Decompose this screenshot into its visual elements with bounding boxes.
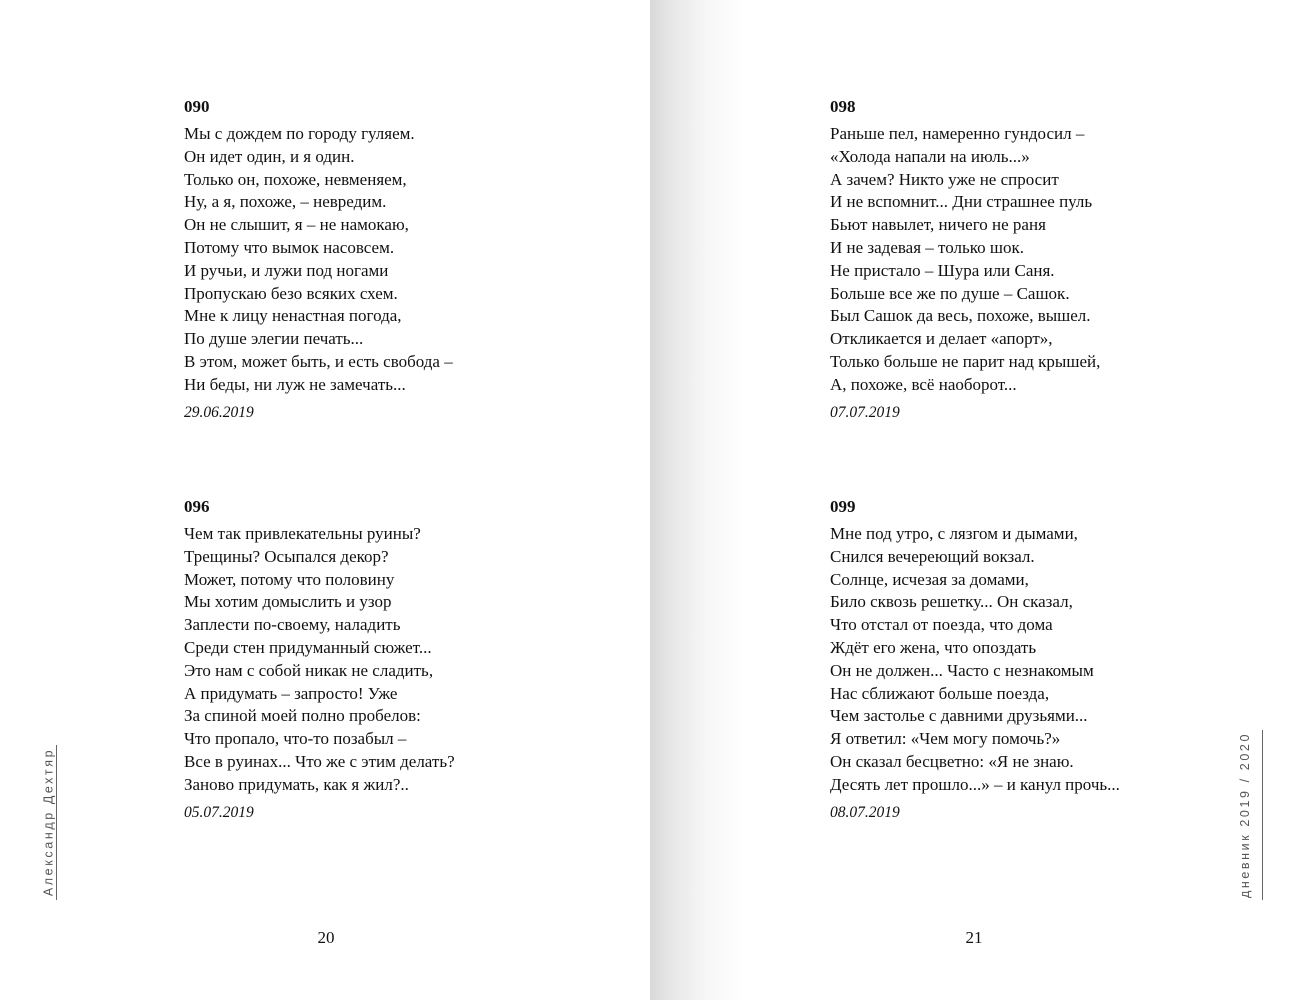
poem-098 xyxy=(830,97,1100,423)
poem-line: Трещины? Осыпался декор? xyxy=(184,546,389,566)
poem-line: Било сквозь решетку... Он сказал, xyxy=(830,592,1073,612)
poem-line: Был Сашок да весь, похоже, вышел. xyxy=(830,306,1091,326)
poem-line: Мы хотим домыслить и узор xyxy=(184,592,392,612)
poem-text xyxy=(830,523,1120,797)
poem-line: Солнце, исчезая за домами, xyxy=(830,569,1029,589)
poem-line: Больше все же по душе – Сашок. xyxy=(830,283,1070,303)
poem-line: Потому что вымок насовсем. xyxy=(184,237,395,257)
poem-line: Только больше не парит над крышей, xyxy=(830,351,1101,371)
poem-number: 098 xyxy=(830,97,856,116)
poem-line: И не задевая – только шок. xyxy=(830,237,1025,257)
poem-date: 29.06.2019 xyxy=(184,403,254,421)
poem-date: 08.07.2019 xyxy=(830,803,900,821)
poem-date: 05.07.2019 xyxy=(184,803,254,821)
poem-number: 096 xyxy=(184,497,210,516)
page-number: 21 xyxy=(965,928,983,947)
poem-line: И не вспомнит... Дни страшнее пуль xyxy=(830,192,1093,212)
poem-line: Только он, похоже, невменяем, xyxy=(184,169,407,189)
poem-line: Снился вечереющий вокзал. xyxy=(830,546,1035,566)
poem-line: Мне к лицу ненастная погода, xyxy=(184,306,402,326)
poem-line: Десять лет прошло...» – и канул прочь... xyxy=(830,774,1120,794)
author-name: Александр Дехтяр xyxy=(41,747,56,897)
poem-line: Ждёт его жена, что опоздать xyxy=(830,637,1037,657)
poem-text xyxy=(184,123,453,397)
poem-line: Он не должен... Часто с незнакомым xyxy=(830,660,1094,680)
poem-line: Раньше пел, намеренно гундосил – xyxy=(830,124,1085,143)
poem-line: В этом, может быть, и есть свобода – xyxy=(184,351,453,371)
side-rule xyxy=(1262,730,1263,900)
poem-line: Пропускаю безо всяких схем. xyxy=(184,283,398,303)
poem-line: А придумать – запросто! Уже xyxy=(184,683,398,703)
poem-line: Может, потому что половину xyxy=(184,569,395,589)
poem-line: «Холода напали на июль...» xyxy=(830,146,1030,166)
side-rule xyxy=(56,745,57,900)
page-number: 20 xyxy=(317,928,335,947)
poem-099 xyxy=(830,497,1120,823)
poem-line: А зачем? Никто уже не спросит xyxy=(830,169,1059,189)
poem-line: Чем застолье с давними друзьями... xyxy=(830,706,1088,726)
poem-line: Заплести по-своему, наладить xyxy=(184,615,401,635)
poem-line: Я ответил: «Чем могу помочь?» xyxy=(830,729,1061,749)
poem-number: 090 xyxy=(184,97,210,116)
poem-line: Откликается и делает «апорт», xyxy=(830,329,1053,349)
poem-line: Бьют навылет, ничего не раня xyxy=(830,215,1046,235)
poem-line: Он сказал бесцветно: «Я не знаю. xyxy=(830,751,1074,771)
poem-number: 099 xyxy=(830,497,856,516)
poem-line: Не пристало – Шура или Саня. xyxy=(830,260,1055,280)
right-page xyxy=(650,0,1300,1000)
poem-line: Заново придумать, как я жил?.. xyxy=(184,774,409,794)
poem-line: Мы с дождем по городу гуляем. xyxy=(184,124,415,143)
poem-line: За спиной моей полно пробелов: xyxy=(184,706,421,726)
book-title: дневник 2019 / 2020 xyxy=(1238,731,1252,899)
poem-line: Ни беды, ни луж не замечать... xyxy=(184,374,406,394)
poem-line: Все в руинах... Что же с этим делать? xyxy=(184,751,455,771)
poem-line: Это нам с собой никак не сладить, xyxy=(184,660,434,680)
poem-090 xyxy=(184,97,453,423)
poem-line: Нас сближают больше поезда, xyxy=(830,683,1050,703)
poem-line: Ну, а я, похоже, – невредим. xyxy=(184,192,387,212)
poem-line: А, похоже, всё наоборот... xyxy=(830,374,1017,394)
poem-date: 07.07.2019 xyxy=(830,403,900,421)
poem-text xyxy=(184,523,455,797)
poem-text xyxy=(830,123,1100,397)
poem-line: Среди стен придуманный сюжет... xyxy=(184,637,432,657)
poem-line: Мне под утро, с лязгом и дымами, xyxy=(830,524,1078,543)
poem-line: Он не слышит, я – не намокаю, xyxy=(184,215,409,235)
poem-line: И ручьи, и лужи под ногами xyxy=(184,260,389,280)
poem-line: По душе элегии печать... xyxy=(184,329,364,349)
poem-line: Он идет один, и я один. xyxy=(184,146,355,166)
poem-line: Чем так привлекательны руины? xyxy=(184,524,421,543)
poem-line: Что пропало, что-то позабыл – xyxy=(184,729,407,749)
poem-line: Что отстал от поезда, что дома xyxy=(830,615,1053,635)
poem-096 xyxy=(184,497,455,823)
